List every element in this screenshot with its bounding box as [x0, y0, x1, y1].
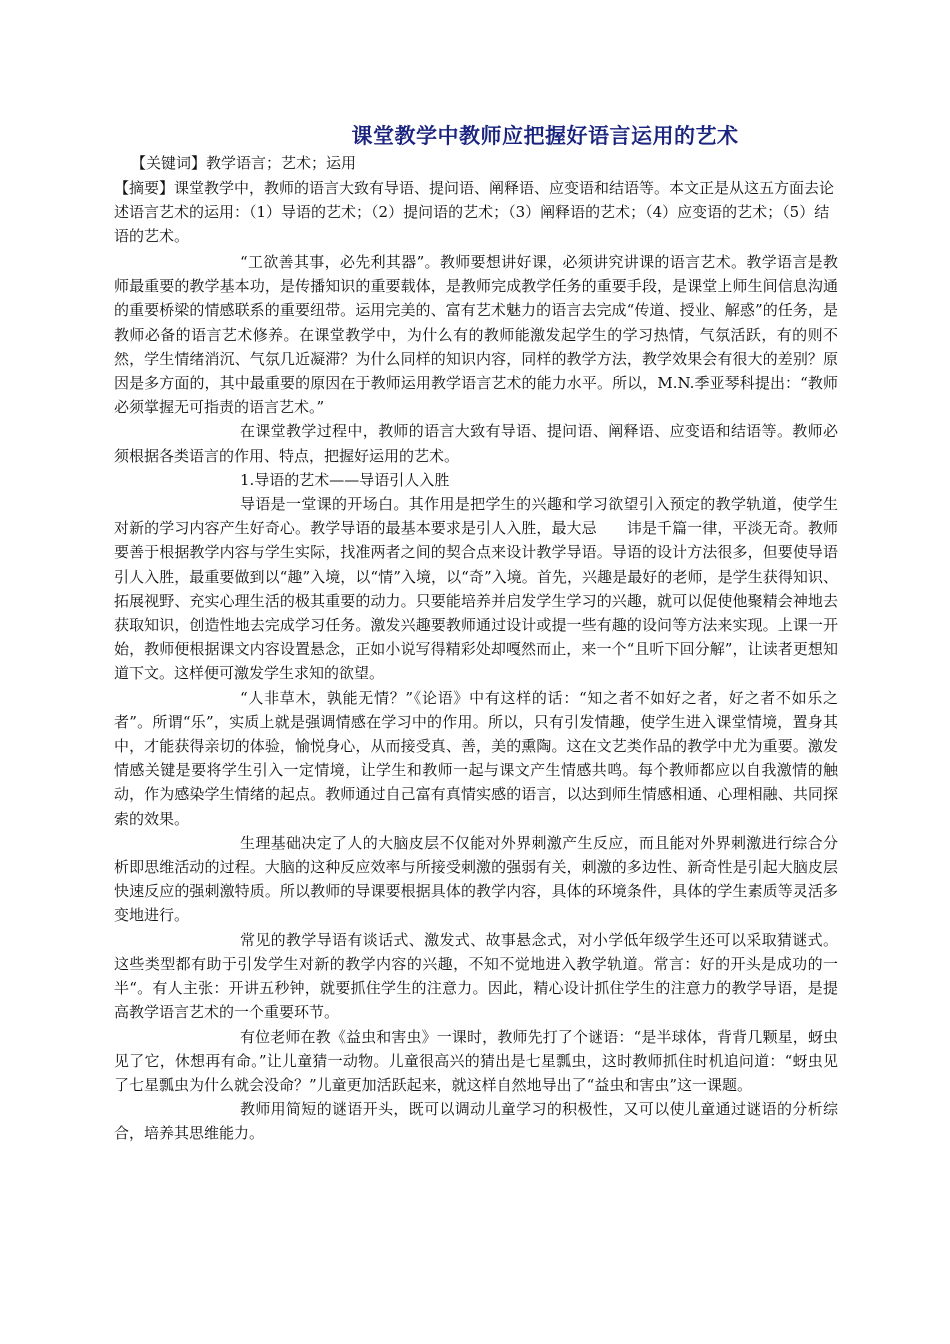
- body-text: [114, 250, 838, 1146]
- keywords-line: 【关键词】教学语言；艺术；运用: [131, 154, 357, 172]
- paragraph: “工欲善其事，必先利其器”。教师要想讲好课，必须讲究讲课的语言艺术。教学语言是教师最重要的教学基本功，是传播知识的重要载体，是教师完成教学任务的重要手段，是课堂上师生间信息沟通的重要桥梁的情感联系的重要纽带。运用完美的、富有艺术魅力的语言去完成“传道、授业、解惑”的任务，是教师必备的语言艺术修养。在课堂教学中，为什么有的教师能激发起学生的学习热情，气氛活跃，有的则不然，学生情绪消沉、气氛几近凝滞？为什么同样的知识内容，同样的教学方法，教学效果会有很大的差别？原因是多方面的，其中最重要的原因在于教师运用教学语言艺术的能力水平。所以，M.N.季亚琴科提出：“教师必须掌握无可指责的语言艺术。”: [114, 253, 838, 417]
- paragraph: “人非草木，孰能无情？”《论语》中有这样的话：“知之者不如好之者，好之者不如乐之者”。所谓“乐”，实质上就是强调情感在学习中的作用。所以，只有引发情趣，使学生进入课堂情境，置身其中，才能获得亲切的体验，愉悦身心，从而接受真、善，美的熏陶。这在文艺类作品的教学中尤为重要。激发情感关键是要将学生引入一定情境，让学生和教师一起与课文产生情感共鸣。每个教师都应以自我激情的触动，作为感染学生情绪的起点。教师通过自己富有真情实感的语言，以达到师生情感相通、心理相融、共同探索的效果。: [114, 688, 838, 828]
- document-title: 课堂教学中教师应把握好语言运用的艺术: [351, 123, 739, 148]
- section-heading: 1.导语的艺术——导语引人入胜: [240, 470, 450, 489]
- paragraph: 导语是一堂课的开场白。其作用是把学生的兴趣和学习欲望引入预定的教学轨道，使学生对新的学习内容产生好奇心。教学导语的最基本要求是引人入胜，最大忌 讳是千篇一律，平淡无奇。教师要善于根据教学内容与学生实际，找准两者之间的契合点来设计教学导语。导语的设计方法很多，但要使导语引人入胜，最重要做到以“趣”入境，以“情”入境，以“奇”入境。首先，兴趣是最好的老师，是学生获得知识、拓展视野、充实心理生活的极其重要的动力。只要能培养并启发学生学习的兴趣，就可以促使他聚精会神地去获取知识，创造性地去完成学习任务。激发兴趣要教师通过设计或提一些有趣的设问等方法来实现。上课一开始，教师便根据课文内容设置悬念，正如小说写得精彩处却嘎然而止，来一个“且听下回分解”，让读者更想知道下文。这样便可激发学生求知的欲望。: [114, 495, 838, 683]
- paragraph: 在课堂教学过程中，教师的语言大致有导语、提问语、阐释语、应变语和结语等。教师必须根据各类语言的作用、特点，把握好运用的艺术。: [114, 422, 838, 465]
- paragraph: 教师用简短的谜语开头，既可以调动儿童学习的积极性，又可以使儿童通过谜语的分析综合，培养其思维能力。: [114, 1100, 838, 1143]
- paragraph: 生理基础决定了人的大脑皮层不仅能对外界刺激产生反应，而且能对外界刺激进行综合分析即思维活动的过程。大脑的这种反应效率与所接受刺激的强弱有关，刺激的多边性、新奇性是引起大脑皮层快速反应的强刺激特质。所以教师的导课要根据具体的教学内容，具体的环境条件，具体的学生素质等灵活多变地进行。: [114, 833, 838, 925]
- paragraph: 常见的教学导语有谈话式、激发式、故事悬念式，对小学低年级学生还可以采取猜谜式。这些类型都有助于引发学生对新的教学内容的兴趣，不知不觉地进入教学轨道。常言：好的开头是成功的一半“。有人主张：开讲五秒钟，就要抓住学生的注意力。因此，精心设计抓住学生的注意力的教学导语，是提高教学语言艺术的一个重要环节。: [114, 930, 838, 1022]
- paragraph: 有位老师在教《益虫和害虫》一课时，教师先打了个谜语：“是半球体，背背几颗星，蚜虫见了它，休想再有命。”让儿童猜一动物。儿童很高兴的猜出是七星瓢虫，这时教师抓住时机追问道：“蚜虫见了七星瓢虫为什么就会没命？”儿童更加活跃起来，就这样自然地导出了“益虫和害虫”这一课题。: [114, 1027, 838, 1094]
- abstract: 【摘要】课堂教学中，教师的语言大致有导语、提问语、阐释语、应变语和结语等。本文正是从这五方面去论述语言艺术的运用：（1）导语的艺术；（2）提问语的艺术；（3）阐释语的艺术；（4）应变语的艺术；（5）结语的艺术。: [114, 179, 835, 245]
